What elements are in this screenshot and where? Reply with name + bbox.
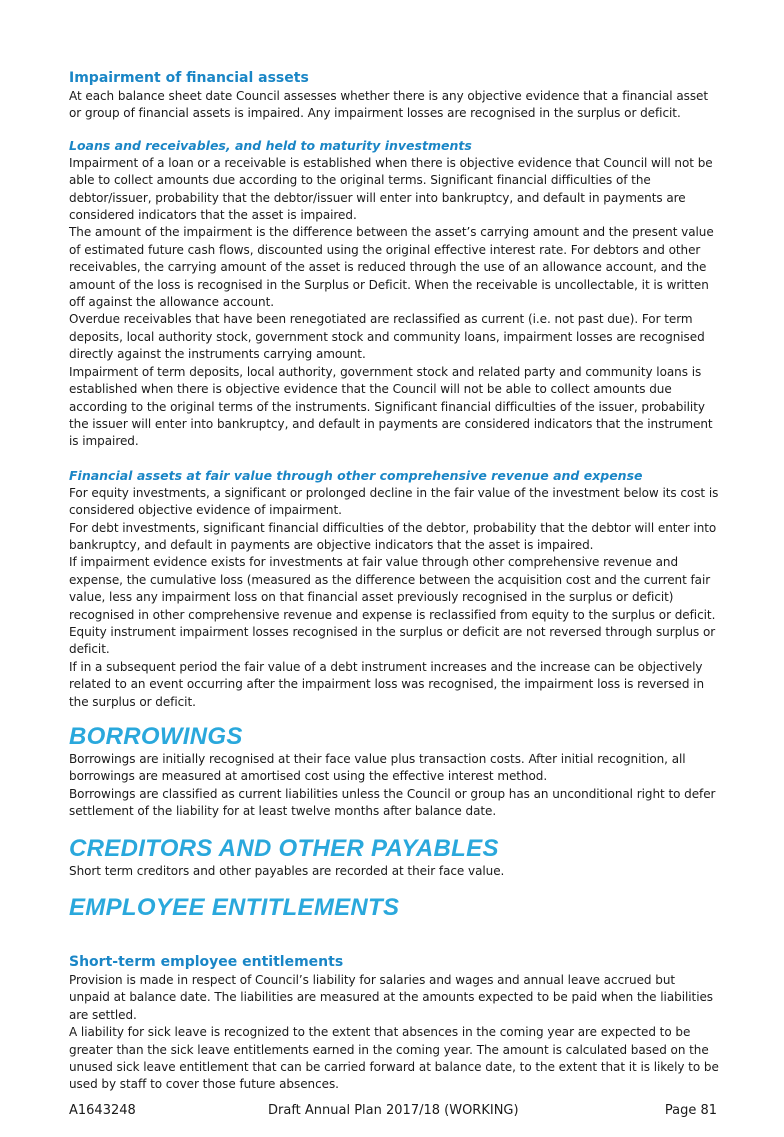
footer-page-number: Page 81 bbox=[664, 1103, 717, 1118]
loans-paragraph-1: Impairment of a loan or a receivable is established when there is objective evidence that Council will not be able to collect amounts due according to the original terms. Significant financial difficulties of the debtor/issuer, probability that the debtor/issuer will enter into bankruptcy, and default in payments are considered indicators that the asset is impaired. bbox=[69, 155, 713, 223]
employee-heading: EMPLOYEE ENTITLEMENTS bbox=[69, 894, 400, 922]
fvocre-paragraph-1: For equity investments, a significant or prolonged decline in the fair value of the investment below its cost is considered objective evidence of impairment. bbox=[69, 485, 719, 518]
fvocre-paragraph-4: Equity instrument impairment losses recognised in the surplus or deficit are not reversed through surplus or deficit. bbox=[69, 624, 716, 657]
creditors-heading: CREDITORS AND OTHER PAYABLES bbox=[69, 834, 499, 862]
short-term-paragraph-1: Provision is made in respect of Council’s liability for salaries and wages and annual leave accrued but unpaid at balance date. The liabilities are measured at the amounts expected to be paid when the liabilities are settled. bbox=[69, 973, 714, 1022]
loans-heading: Loans and receivables, and held to maturity investments bbox=[69, 137, 472, 153]
fvocre-paragraph-5: If in a subsequent period the fair value of a debt instrument increases and the increase can be objectively related to an event occurring after the impairment loss was recognised, the impairment loss is reversed in the surplus or deficit. bbox=[69, 659, 705, 709]
borrowings-heading: BORROWINGS bbox=[69, 723, 243, 750]
loans-paragraph-4: Impairment of term deposits, local authority, government stock and related party and community loans is established when there is objective evidence that the Council will not be able to collect amounts due according to the original terms of the instruments. Significant financial difficulties of the issuer, probability the issuer will enter into bankruptcy, and default in payments are considered indicators that the instrument is impaired. bbox=[69, 364, 713, 449]
footer-doc-title: Draft Annual Plan 2017/18 (WORKING) bbox=[268, 1103, 519, 1118]
creditors-paragraph-1: Short term creditors and other payables are recorded at their face value. bbox=[69, 863, 505, 878]
impairment-heading: Impairment of financial assets bbox=[69, 70, 309, 86]
short-term-heading: Short-term employee entitlements bbox=[69, 954, 344, 971]
impairment-intro: At each balance sheet date Council assesses whether there is any objective evidence that a financial asset or group of financial assets is impaired. Any impairment losses are recognised in the surplus or deficit. bbox=[69, 89, 709, 121]
fvocre-paragraph-2: For debt investments, significant financial difficulties of the debtor, probability that the debtor will enter into bankruptcy, and default in payments are objective indicators that the asset is impaired. bbox=[69, 520, 717, 552]
short-term-paragraph-2: A liability for sick leave is recognized to the extent that absences in the coming year are expected to be greater than the sick leave entitlements earned in the coming year. The amount is calculated based on the unused sick leave entitlement that can be carried forward at balance date, to the extent that it is likely to be used by staff to cover those future absences. bbox=[69, 1025, 719, 1092]
fvocre-heading: Financial assets at fair value through other comprehensive revenue and expense bbox=[69, 467, 643, 483]
loans-paragraph-2: The amount of the impairment is the difference between the asset’s carrying amount and the present value of estimated future cash flows, discounted using the original effective interest rate. For debtors and other receivables, the carrying amount of the asset is reduced through the use of an allowance account, and the amount of the loss is recognised in the Surplus or Deficit. When the receivable is uncollectable, it is written off against the allowance account. bbox=[69, 225, 714, 310]
fvocre-paragraph-3: If impairment evidence exists for investments at fair value through other comprehensive revenue and expense, the cumulative loss (measured as the difference between the acquisition cost and the current fair value, less any impairment loss on that financial asset previously recognised in the surplus or deficit) recognised in other comprehensive revenue and expense is reclassified from equity to the surplus or deficit. bbox=[69, 555, 716, 622]
footer-doc-id: A1643248 bbox=[69, 1103, 136, 1118]
loans-paragraph-3: Overdue receivables that have been renegotiated are reclassified as current (i.e. not past due). For term deposits, local authority stock, government stock and community loans, impairment losses are recognised directly against the instruments carrying amount. bbox=[69, 312, 705, 362]
borrowings-paragraph-1: Borrowings are initially recognised at their face value plus transaction costs. After initial recognition, all borrowings are measured at amortised cost using the effective interest method. bbox=[69, 752, 686, 784]
page-content bbox=[69, 68, 719, 1094]
borrowings-paragraph-2: Borrowings are classified as current liabilities unless the Council or group has an unconditional right to defer settlement of the liability for at least twelve months after balance date. bbox=[69, 786, 716, 819]
